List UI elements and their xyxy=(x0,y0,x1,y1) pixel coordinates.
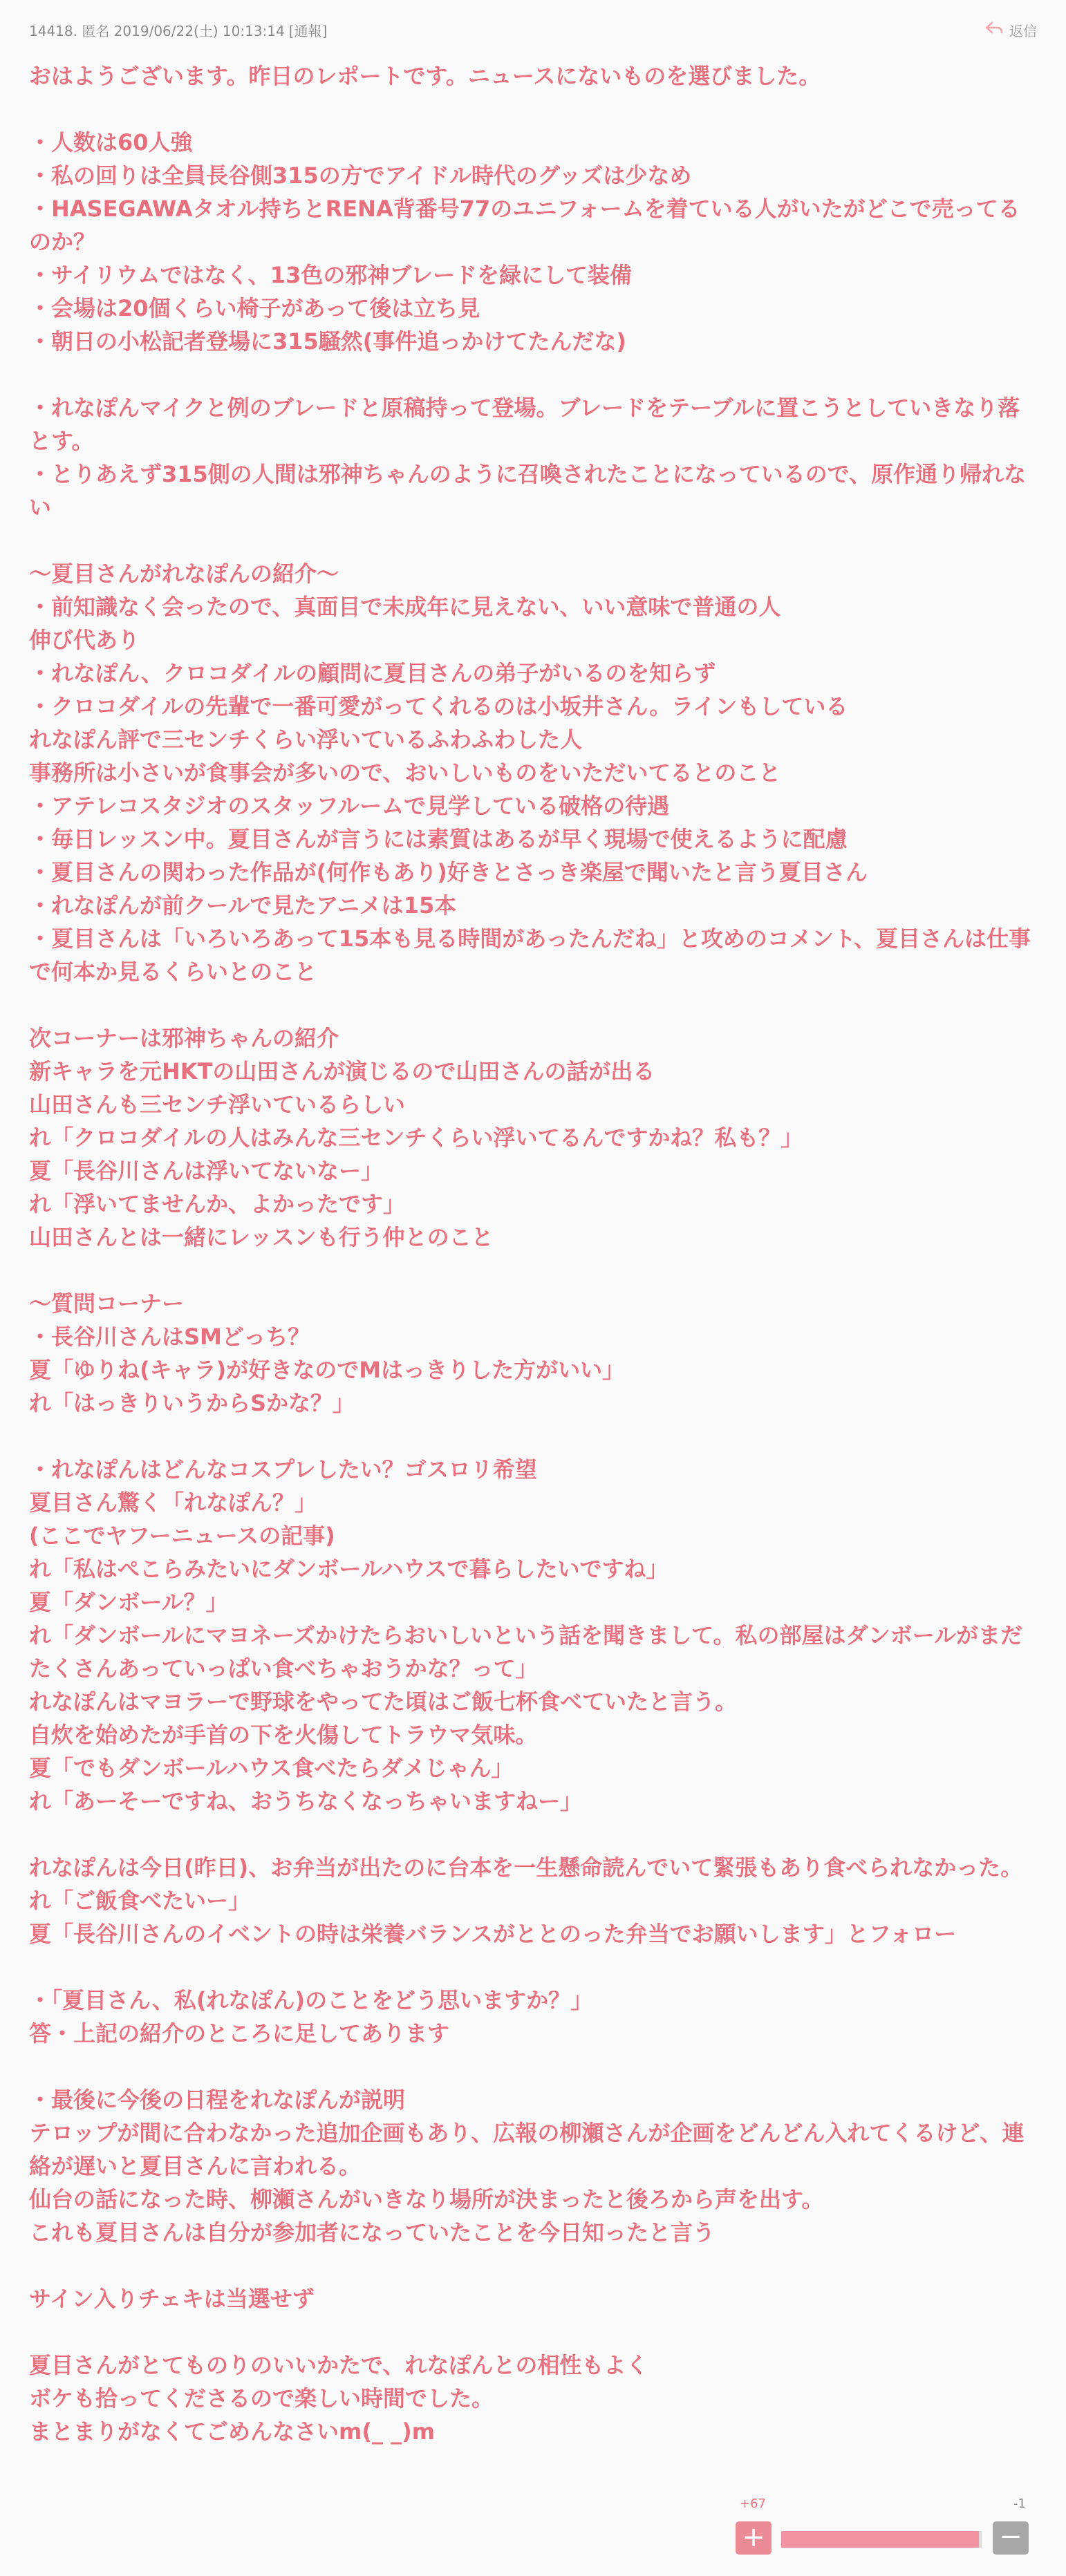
post-line: まとまりがなくてごめんなさいm(_ _)m xyxy=(29,2418,436,2445)
comment-header xyxy=(29,21,1037,41)
vote-ratio-bar xyxy=(781,2531,982,2548)
post-line: ・サイリウムではなく、13色の邪神ブレードを緑にして装備 xyxy=(29,262,633,288)
post-line: 新キャラを元HKTの山田さんが演じるので山田さんの話が出る xyxy=(29,1058,655,1084)
blank-line xyxy=(29,2315,1037,2349)
post-line: れ「私はぺこらみたいにダンボールハウスで暮らしたいですね」 xyxy=(29,1556,668,1582)
blank-line xyxy=(29,93,1037,126)
post-line: ・人数は60人強 xyxy=(29,129,193,156)
post-line: 夏「でもダンボールハウス食べたらダメじゃん」 xyxy=(29,1755,514,1781)
post-line: ・れなぽんが前クールで見たアニメは15本 xyxy=(29,892,457,919)
blank-line xyxy=(29,1420,1037,1453)
post-line: ・れなぽんマイクと例のブレードと原稿持って登場。ブレードをテーブルに置こうとしていきなり落とす。 xyxy=(29,395,1020,454)
reply-button[interactable] xyxy=(984,21,1037,41)
post-line: ・私の回りは全員長谷側315の方でアイドル時代のグッズは少なめ xyxy=(29,162,692,189)
post-line: れ「クロコダイルの人はみんな三センチくらい浮いてるんですかね？私も？」 xyxy=(29,1125,803,1151)
comment-number-date: 14418. 匿名 2019/06/22(土) 10:13:14 xyxy=(29,23,285,39)
post-line: ・HASEGAWAタオル持ちとRENA背番号77のユニフォームを着ている人がいたがどこで売ってるのか？ xyxy=(29,196,1020,255)
post-line: 事務所は小さいが食事会が多いので、おいしいものをいただいてるとのこと xyxy=(29,760,781,786)
reply-label: 返信 xyxy=(1009,23,1037,39)
post-line: ・夏目さんの関わった作品が(何作もあり)好きとさっき楽屋で聞いたと言う夏目さん xyxy=(29,859,868,885)
post-line: 伸び代あり xyxy=(29,627,140,653)
post-line: サイン入りチェキは当選せず xyxy=(29,2286,315,2312)
post-line: れ「あーそーですね、おうちなくなっちゃいますねー」 xyxy=(29,1788,583,1814)
vote-panel xyxy=(736,2497,1029,2559)
post-line: ・朝日の小松記者登場に315騒然(事件追っかけてたんだな) xyxy=(29,328,627,355)
reply-arrow-icon xyxy=(984,21,1004,41)
post-line: ～夏目さんがれなぽんの紹介～ xyxy=(29,561,339,587)
minus-vote-button[interactable]: − xyxy=(993,2521,1029,2555)
post-line: れ「浮いてませんか、よかったです」 xyxy=(29,1191,406,1217)
post-line: (ここでヤフーニュースの記事) xyxy=(29,1523,335,1549)
post-line: 自炊を始めたが手首の下を火傷してトラウマ気味。 xyxy=(29,1722,538,1748)
blank-line xyxy=(29,988,1037,1022)
blank-line xyxy=(29,2050,1037,2083)
post-line: 夏「ダンボール？」 xyxy=(29,1589,228,1615)
post-line: れ「ダンボールにマヨネーズかけたらおいしいという話を聞きまして。私の部屋はダンボールがまだたくさんあっていっぱい食べちゃおうかな？って」 xyxy=(29,1622,1023,1682)
post-line: れなぽん評で三センチくらい浮いているふわふわした人 xyxy=(29,726,583,753)
post-line: 仙台の話になった時、柳瀬さんがいきなり場所が決まったと後ろから声を出す。 xyxy=(29,2186,824,2212)
post-line: これも夏目さんは自分が参加者になっていたことを今日知ったと言う xyxy=(29,2219,716,2246)
report-link[interactable]: [通報] xyxy=(288,23,328,39)
post-line: 夏「長谷川さんは浮いてないなー」 xyxy=(29,1158,384,1184)
post-line: 山田さんも三センチ浮いているらしい xyxy=(29,1091,406,1118)
plus-count: +67 xyxy=(740,2497,766,2511)
post-line: テロップが間に合わなかった追加企画もあり、広報の柳瀬さんが企画をどんどん入れてくるけど、連絡が遅いと夏目さんに言われる。 xyxy=(29,2120,1025,2179)
post-line: ・アテレコスタジオのスタッフルームで見学している破格の待遇 xyxy=(29,793,670,819)
plus-vote-button[interactable]: + xyxy=(736,2521,772,2555)
post-line: ・前知識なく会ったので、真面目で未成年に見えない、いい意味で普通の人 xyxy=(29,594,781,620)
post-line: れなぽんはマヨラーで野球をやってた頃はご飯七杯食べていたと言う。 xyxy=(29,1689,738,1715)
blank-line xyxy=(29,2249,1037,2282)
post-line: ・最後に今後の日程をれなぽんが説明 xyxy=(29,2087,406,2113)
post-line: 次コーナーは邪神ちゃんの紹介 xyxy=(29,1025,339,1051)
post-line: ～質問コーナー xyxy=(29,1290,185,1317)
blank-line xyxy=(29,1254,1037,1287)
post-line: 夏目さん驚く「れなぽん？」 xyxy=(29,1489,317,1516)
post-line: れ「はっきりいうからSかな？」 xyxy=(29,1390,355,1416)
post-line: ・夏目さんは「いろいろあって15本も見る時間があったんだね」と攻めのコメント、夏目さんは仕事で何本か見るくらいとのこと xyxy=(29,925,1031,985)
comment-body xyxy=(29,59,1037,2448)
post-line: れ「ご飯食べたいー」 xyxy=(29,1888,251,1914)
post-line: 夏目さんがとてものりのいいかたで、れなぽんとの相性もよく xyxy=(29,2352,648,2378)
post-line: ・れなぽんはどんなコスプレしたい？ゴスロリ希望 xyxy=(29,1456,537,1483)
post-line: 夏「長谷川さんのイベントの時は栄養バランスがととのった弁当でお願いします」とフォロー xyxy=(29,1921,957,1947)
post-line: ・会場は20個くらい椅子があって後は立ち見 xyxy=(29,295,480,321)
post-line: ・長谷川さんはSMどっち？ xyxy=(29,1324,310,1350)
post-line: ・毎日レッスン中。夏目さんが言うには素質はあるが早く現場で使えるように配慮 xyxy=(29,826,848,852)
blank-line xyxy=(29,1950,1037,1984)
post-line: れなぽんは今日(昨日)、お弁当が出たのに台本を一生懸命読んでいて緊張もあり食べられなかった。 xyxy=(29,1854,1023,1881)
post-line: ・「夏目さん、私(れなぽん)のことをどう思いますか？」 xyxy=(29,1987,593,2013)
post-line: おはようございます。昨日のレポートです。ニュースにないものを選びました。 xyxy=(29,63,821,89)
blank-line xyxy=(29,358,1037,391)
post-line: ・とりあえず315側の人間は邪神ちゃんのように召喚されたことになっているので、原作通り帰れない xyxy=(29,461,1027,520)
post-line: 答・上記の紹介のところに足してあります xyxy=(29,2020,450,2047)
post-line: ・クロコダイルの先輩で一番可愛がってくれるのは小坂井さん。ラインもしている xyxy=(29,693,848,720)
comment-meta xyxy=(29,21,327,41)
blank-line xyxy=(29,1818,1037,1851)
post-line: 山田さんとは一緒にレッスンも行う仲とのこと xyxy=(29,1224,494,1250)
post-line: 夏「ゆりね(キャラ)が好きなのでMはっきりした方がいい」 xyxy=(29,1357,625,1383)
minus-count: -1 xyxy=(1013,2497,1026,2511)
post-line: ・れなぽん、クロコダイルの顧問に夏目さんの弟子がいるのを知らず xyxy=(29,660,716,686)
blank-line xyxy=(29,524,1037,557)
post-line: ボケも拾ってくださるので楽しい時間でした。 xyxy=(29,2385,494,2412)
vote-ratio-fill xyxy=(781,2531,979,2548)
